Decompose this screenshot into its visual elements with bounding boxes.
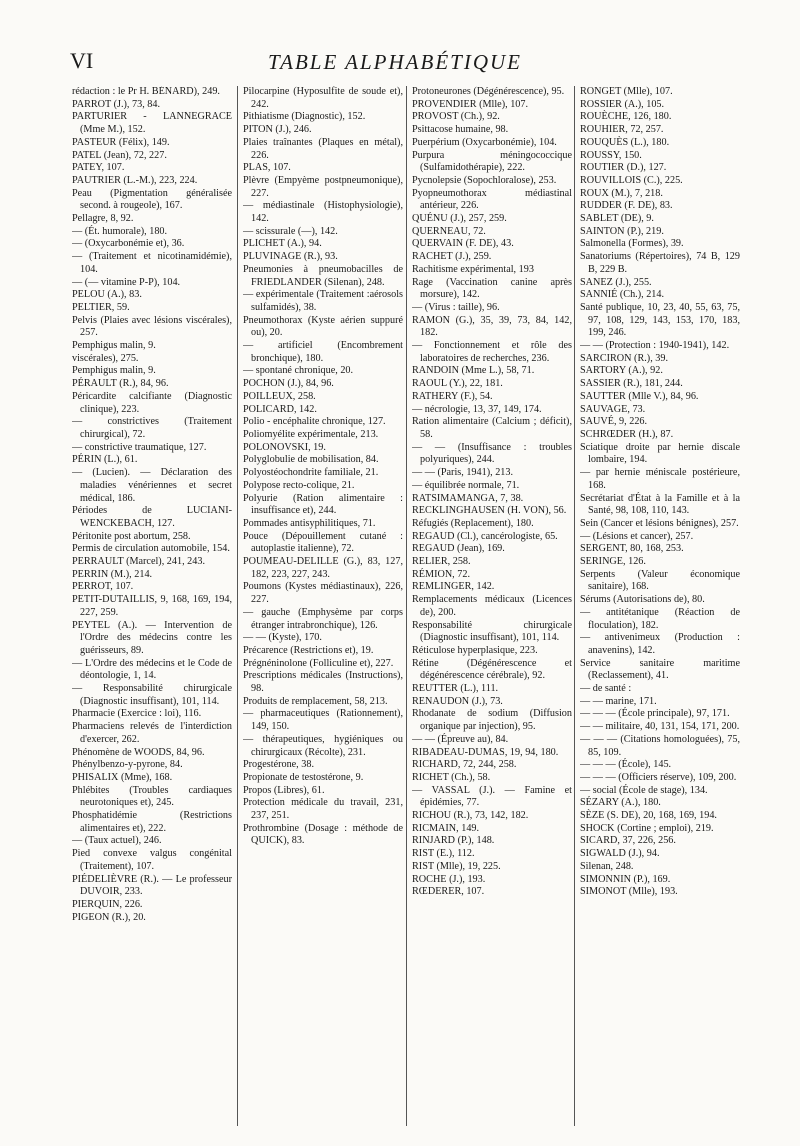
index-entry: — gauche (Emphysème par corps étranger intrabronchique), 126. — [243, 606, 403, 631]
index-entry: Phosphatidémie (Restrictions alimentaires et), 222. — [72, 810, 232, 834]
index-entry: RATHERY (F.), 54. — [412, 390, 493, 402]
index-entry: — pharmaceutiques (Rationnement), 149, 150. — [243, 708, 403, 733]
index-entry: — (Ét. humorale), 180. — [72, 225, 168, 237]
index-entry: POILLEUX, 258. — [243, 390, 316, 402]
index-entry: Pyopneumothorax médiastinal antérieur, 226. — [412, 187, 572, 212]
index-entry: Polyglobulie de mobilisation, 84. — [243, 454, 379, 466]
index-entry: PITON (J.), 246. — [243, 124, 312, 136]
index-entry: — — (Insuffisance : troubles polyuriques), 244. — [412, 441, 572, 466]
index-column-2 — [243, 86, 403, 1126]
index-entry: Pellagre, 8, 92. — [72, 213, 134, 225]
index-entry: Poumons (Kystes médiastinaux), 226, 227. — [243, 581, 403, 606]
index-entry: Périodes de LUCIANI-WENCKEBACH, 127. — [72, 505, 232, 529]
index-entry: — — (Épreuve au), 84. — [412, 733, 509, 745]
index-entry: RANDOIN (Mme L.), 58, 71. — [412, 365, 535, 377]
index-entry: RŒDERER, 107. — [412, 886, 485, 898]
index-entry: — Fonctionnement et rôle des laboratoires de recherches, 236. — [412, 340, 572, 364]
index-entry: RIBADEAU-DUMAS, 19, 94, 180. — [412, 746, 559, 758]
index-entry: Réticulose hyperplasique, 223. — [412, 644, 538, 656]
index-entry: RENAUDON (J.), 73. — [412, 695, 503, 707]
index-entry: Permis de circulation automobile, 154. — [72, 543, 230, 555]
index-entry: PERRAULT (Marcel), 241, 243. — [72, 556, 205, 568]
index-entry: ROUQUÈS (L.), 180. — [580, 136, 670, 148]
index-entry: SAUVAGE, 73. — [580, 403, 646, 415]
index-entry: — de santé : — [580, 683, 632, 695]
index-entry: Rage (Vaccination canine après morsure), 142. — [412, 276, 572, 301]
index-entry: — spontané chronique, 20. — [243, 365, 354, 377]
index-entry: — L'Ordre des médecins et le Code de déontologie, 1, 14. — [72, 657, 232, 682]
index-entry: Prégnéninolone (Folliculine et), 227. — [243, 657, 394, 669]
index-entry: Protection médicale du travail, 231, 237, 251. — [243, 797, 403, 822]
index-entry: SHOCK (Cortine ; emploi), 219. — [580, 822, 714, 834]
index-entry: PHISALIX (Mme), 168. — [72, 771, 173, 783]
index-entry: RELIER, 258. — [412, 556, 471, 568]
index-entry: Réfugiés (Replacement), 180. — [412, 517, 534, 529]
index-entry: Produits de remplacement, 58, 213. — [243, 695, 388, 707]
index-entry: PATEL (Jean), 72, 227. — [72, 149, 167, 161]
index-entry: — (Oxycarbonémie et), 36. — [72, 238, 185, 250]
index-entry: REGAUD (Jean), 169. — [412, 543, 505, 555]
index-entry: Puerpérium (Oxycarbonémie), 104. — [412, 136, 557, 148]
index-entry: — médiastinale (Histophysiologie), 142. — [243, 200, 403, 225]
index-entry: SÈZE (S. DE), 20, 168, 169, 194. — [580, 810, 717, 822]
index-entry: — — (Protection : 1940-1941), 142. — [580, 340, 730, 352]
index-entry: RIST (E.), 112. — [412, 848, 475, 860]
index-entry: RICHET (Ch.), 58. — [412, 771, 491, 783]
index-entry: Pied convexe valgus congénital (Traitement), 107. — [72, 848, 232, 872]
column-divider — [406, 86, 407, 1126]
index-entry: Rétine (Dégénérescence et dégénérescence cérébrale), 92. — [412, 657, 572, 682]
index-entry: — (Virus : taille), 96. — [412, 301, 500, 313]
index-entry: RAMON (G.), 35, 39, 73, 84, 142, 182. — [412, 314, 572, 339]
index-entry: PASTEUR (Félix), 149. — [72, 136, 170, 148]
index-entry: Polio - encéphalite chronique, 127. — [243, 416, 386, 428]
index-entry: Responsabilité chirurgicale (Diagnostic insuffisant), 101, 114. — [412, 619, 572, 644]
index-entry: SIMONOT (Mlle), 193. — [580, 886, 678, 898]
index-entry: — social (École de stage), 134. — [580, 784, 708, 796]
page-number: VI — [70, 48, 94, 73]
index-entry: ROCHE (J.), 193. — [412, 873, 486, 885]
index-entry: — (Lucien). — Déclaration des maladies vénériennes et secret médical, 186. — [72, 467, 232, 504]
index-entry: Péricardite calcifiante (Diagnostic clinique), 223. — [72, 390, 232, 415]
index-entry: Précarence (Restrictions et), 19. — [243, 644, 374, 656]
index-entry: Service sanitaire maritime (Reclassement), 41. — [580, 657, 740, 682]
index-entry: Santé publique, 10, 23, 40, 55, 63, 75, 97, 108, 129, 143, 153, 170, 183, 199, 246. — [580, 301, 740, 339]
index-entry: Plaies traînantes (Plaques en métal), 226. — [243, 136, 403, 161]
index-entry: SAINTON (P.), 219. — [580, 225, 664, 237]
index-entry: Pemphigus malin, 9. — [72, 365, 156, 377]
index-entry: Pharmaciens relevés de l'interdiction d'exercer, 262. — [72, 721, 232, 745]
index-entry: POCHON (J.), 84, 96. — [243, 378, 334, 390]
index-entry: Rhodanate de sodium (Diffusion organique par injection), 95. — [412, 708, 572, 733]
index-entry: rédaction : le Pr H. BÉNARD), 249. — [72, 86, 220, 97]
index-entry: SIMONNIN (P.), 169. — [580, 873, 671, 885]
index-entry: — par hernie méniscale postérieure, 168. — [580, 467, 740, 491]
index-entry: PERRIN (M.), 214. — [72, 568, 153, 580]
index-entry: — (Lésions et cancer), 257. — [580, 530, 694, 542]
index-entry: — (— vitamine P-P), 104. — [72, 276, 181, 288]
index-entry: SICARD, 37, 226, 256. — [580, 835, 676, 847]
index-entry: SERINGE, 126. — [580, 556, 646, 568]
index-entry: PATEY, 107. — [72, 162, 125, 174]
index-entry: RIST (Mlle), 19, 225. — [412, 860, 501, 872]
page-header — [70, 48, 720, 78]
index-entry: Pommades antisyphilitiques, 71. — [243, 517, 376, 529]
index-entry: Plèvre (Empyème postpneumonique), 227. — [243, 174, 403, 199]
index-entry: SANNIÉ (Ch.), 214. — [580, 289, 665, 301]
index-entry: ROUSSY, 150. — [580, 149, 642, 161]
index-entry: — nécrologie, 13, 37, 149, 174. — [412, 403, 542, 415]
column-divider — [237, 86, 238, 1126]
index-entry: PÉRAULT (R.), 84, 96. — [72, 378, 169, 390]
index-entry: Protoneurones (Dégénérescence), 95. — [412, 86, 565, 97]
index-entry: — artificiel (Encombrement bronchique), 180. — [243, 340, 403, 364]
index-entry: RICHOU (R.), 73, 142, 182. — [412, 810, 529, 822]
index-entry: PERROT, 107. — [72, 581, 134, 593]
index-entry: Polypose recto-colique, 21. — [243, 479, 355, 491]
index-entry: Ration alimentaire (Calcium ; déficit), 58. — [412, 416, 572, 440]
index-entry: SARTORY (A.), 92. — [580, 365, 663, 377]
index-entry: — VASSAL (J.). — Famine et épidémies, 77. — [412, 784, 572, 809]
index-entry: — — militaire, 40, 131, 154, 171, 200. — [580, 721, 740, 733]
index-entry: Propionate de testostérone, 9. — [243, 771, 364, 783]
index-entry: SAUTTER (Mlle V.), 84, 96. — [580, 390, 699, 402]
index-entry: — — — (École), 145. — [580, 759, 672, 771]
index-entry: — — (Paris, 1941), 213. — [412, 467, 514, 479]
index-entry: Secrétariat d'État à la Famille et à la Santé, 98, 108, 110, 143. — [580, 492, 740, 517]
index-entry: Progestérone, 38. — [243, 759, 315, 771]
index-entry: ROUTIER (D.), 127. — [580, 162, 667, 174]
index-entry: SCHRŒDER (H.), 87. — [580, 428, 674, 440]
index-entry: REUTTER (L.), 111. — [412, 683, 499, 695]
index-entry: PARTURIER - LANNEGRACE (Mme M.), 152. — [72, 111, 232, 136]
index-entry: — équilibrée normale, 71. — [412, 479, 520, 491]
index-entry: Remplacements médicaux (Licences de), 200. — [412, 594, 572, 618]
index-entry: PARROT (J.), 73, 84. — [72, 98, 161, 110]
index-entry: Salmonella (Formes), 39. — [580, 238, 684, 250]
index-entry: Pouce (Dépouillement cutané : autoplastie italienne), 72. — [243, 530, 403, 555]
index-entry: POLICARD, 142. — [243, 403, 317, 415]
index-entry: Sein (Cancer et lésions bénignes), 257. — [580, 517, 739, 529]
index-entry: Pneumothorax (Kyste aérien suppuré ou), 20. — [243, 314, 403, 339]
index-entry: QUERVAIN (F. DE), 43. — [412, 238, 514, 250]
index-entry: Phlébites (Troubles cardiaques neurotoniques et), 245. — [72, 784, 232, 809]
index-entry: ROSSIER (A.), 105. — [580, 98, 665, 110]
index-entry: Phénylbenzo-y-pyrone, 84. — [72, 759, 183, 771]
index-entry: QUERNEAU, 72. — [412, 225, 486, 237]
index-entry: — — (Kyste), 170. — [243, 632, 322, 644]
index-entry: RATSIMAMANGA, 7, 38. — [412, 492, 524, 504]
index-entry: — (Traitement et nicotinamidémie), 104. — [72, 251, 232, 275]
running-title: TABLE ALPHABÉTIQUE — [268, 50, 522, 74]
index-entry: — antitétanique (Réaction de floculation), 182. — [580, 606, 740, 631]
index-entry: REMLINGER, 142. — [412, 581, 495, 593]
index-entry: QUÉNU (J.), 257, 259. — [412, 213, 507, 225]
index-entry: ROUX (M.), 7, 218. — [580, 187, 663, 199]
index-entry: — — — (Officiers réserve), 109, 200. — [580, 771, 737, 783]
index-entry: viscérales), 275. — [72, 352, 139, 364]
index-entry: SERGENT, 80, 168, 253. — [580, 543, 684, 555]
index-entry: ROUÈCHE, 126, 180. — [580, 111, 672, 123]
index-entry: PELOU (A.), 83. — [72, 289, 142, 301]
index-entry: — antivenimeux (Production : anavenins), 142. — [580, 632, 740, 656]
index-entry: PIÉDELIÈVRE (R.). — Le professeur DUVOIR, 233. — [72, 873, 232, 898]
index-entry: Peau (Pigmentation généralisée second. à rougeole), 167. — [72, 187, 232, 212]
index-column-4 — [580, 86, 740, 1126]
index-entry: — thérapeutiques, hygiéniques ou chirurgicaux (Récolte), 231. — [243, 733, 403, 758]
index-entry: Pharmacie (Exercice : loi), 116. — [72, 708, 202, 720]
index-entry: Pemphigus malin, 9. — [72, 340, 156, 352]
index-entry: Serpents (Valeur économique sanitaire), 168. — [580, 568, 740, 593]
index-entry: SIGWALD (J.), 94. — [580, 848, 660, 860]
index-entry: Pelvis (Plaies avec lésions viscérales), 257. — [72, 314, 232, 339]
index-entry: Péritonite post abortum, 258. — [72, 530, 191, 542]
index-entry: SÉZARY (A.), 180. — [580, 797, 661, 809]
index-entry: SARCIRON (R.), 39. — [580, 352, 669, 364]
index-entry: REGAUD (Cl.), cancérologiste, 65. — [412, 530, 558, 542]
index-entry: Polyurie (Ration alimentaire : insuffisance et), 244. — [243, 492, 403, 517]
index-entry: PAUTRIER (L.-M.), 223, 224. — [72, 174, 198, 186]
index-entry: RECKLINGHAUSEN (H. VON), 56. — [412, 505, 567, 517]
index-entry: Phénomène de WOODS, 84, 96. — [72, 746, 205, 758]
index-entry: — Responsabilité chirurgicale (Diagnostic insuffisant), 101, 114. — [72, 683, 232, 707]
index-entry: PÉRIN (L.), 61. — [72, 454, 138, 466]
index-entry: PROVENDIER (Mlle), 107. — [412, 98, 529, 110]
index-entry: — (Taux actuel), 246. — [72, 835, 162, 847]
index-entry: RÉMION, 72. — [412, 568, 471, 580]
index-entry: Sérums (Autorisations de), 80. — [580, 594, 705, 606]
index-entry: Prothrombine (Dosage : méthode de QUICK), 83. — [243, 822, 403, 847]
index-entry: Rachitisme expérimental, 193 — [412, 263, 534, 275]
index-entry: — expérimentale (Traitement :aérosols sulfamidés), 38. — [243, 289, 403, 313]
index-entry: ROUHIER, 72, 257. — [580, 124, 664, 136]
index-column-1 — [72, 86, 232, 1126]
index-entry: PEYTEL (A.). — Intervention de l'Ordre des médecins contre les guérisseurs, 89. — [72, 619, 232, 656]
index-entry: Pilocarpine (Hyposulfite de soude et), 242. — [243, 86, 403, 110]
index-entry: PIGEON (R.), 20. — [72, 911, 146, 923]
index-entry: Sciatique droite par hernie discale lombaire, 194. — [580, 441, 740, 466]
index-entry: POUMEAU-DELILLE (G.), 83, 127, 182, 223, 227, 243. — [243, 556, 403, 580]
index-entry: — — — (École principale), 97, 171. — [580, 708, 730, 720]
index-entry: — constrictives (Traitement chirurgical), 72. — [72, 416, 232, 440]
column-divider — [574, 86, 575, 1126]
index-entry: Pycnolepsie (Sopochloralose), 253. — [412, 174, 557, 186]
index-entry: Silenan, 248. — [580, 860, 634, 872]
index-entry: Pneumonies à pneumobacilles de FRIEDLANDER (Silenan), 248. — [243, 263, 403, 288]
index-entry: RINJARD (P.), 148. — [412, 835, 495, 847]
index-entry: Polyostéochondrite familiale, 21. — [243, 467, 379, 479]
index-entry: Propos (Libres), 61. — [243, 784, 325, 796]
index-entry: SAUVÉ, 9, 226. — [580, 416, 648, 428]
index-entry: RONGET (Mlle), 107. — [580, 86, 673, 97]
index-entry: PELTIER, 59. — [72, 301, 130, 313]
index-entry: RICMAIN, 149. — [412, 822, 480, 834]
index-entry: PETIT-DUTAILLIS, 9, 168, 169, 194, 227, 259. — [72, 594, 232, 618]
index-entry: PLUVINAGE (R.), 93. — [243, 251, 338, 263]
index-entry: SANEZ (J.), 255. — [580, 276, 652, 288]
index-entry: RUDDER (F. DE), 83. — [580, 200, 673, 212]
index-entry: Prescriptions médicales (Instructions), 98. — [243, 670, 403, 695]
index-entry: — — marine, 171. — [580, 695, 657, 707]
index-entry: ROUVILLOIS (C.), 225. — [580, 174, 683, 186]
index-entry: PIERQUIN, 226. — [72, 899, 143, 910]
index-column-3 — [412, 86, 572, 1126]
index-entry: SASSIER (R.), 181, 244. — [580, 378, 683, 390]
index-entry: Purpura méningococcique (Sulfamidothérapie), 222. — [412, 149, 572, 174]
index-entry: RACHET (J.), 259. — [412, 251, 492, 263]
index-entry: RICHARD, 72, 244, 258. — [412, 759, 517, 771]
index-entry: Poliomyélite expérimentale, 213. — [243, 428, 379, 440]
index-entry: — — — (Citations homologuées), 75, 85, 109. — [580, 733, 740, 758]
index-entry: POLONOVSKI, 19. — [243, 441, 326, 453]
index-entry: Pithiatisme (Diagnostic), 152. — [243, 111, 366, 123]
index-entry: — constrictive traumatique, 127. — [72, 441, 207, 453]
index-entry: Sanatoriums (Répertoires), 74 B, 129 B, 229 B. — [580, 251, 740, 275]
index-entry: PLICHET (A.), 94. — [243, 238, 322, 250]
index-entry: Psittacose humaine, 98. — [412, 124, 509, 136]
index-entry: RAOUL (Y.), 22, 181. — [412, 378, 503, 390]
index-entry: PLAS, 107. — [243, 162, 291, 174]
index-entry: PROVOST (Ch.), 92. — [412, 111, 500, 123]
index-columns — [72, 86, 740, 1126]
index-entry: — scissurale (—), 142. — [243, 225, 338, 237]
index-entry: SABLET (DE), 9. — [580, 213, 654, 225]
